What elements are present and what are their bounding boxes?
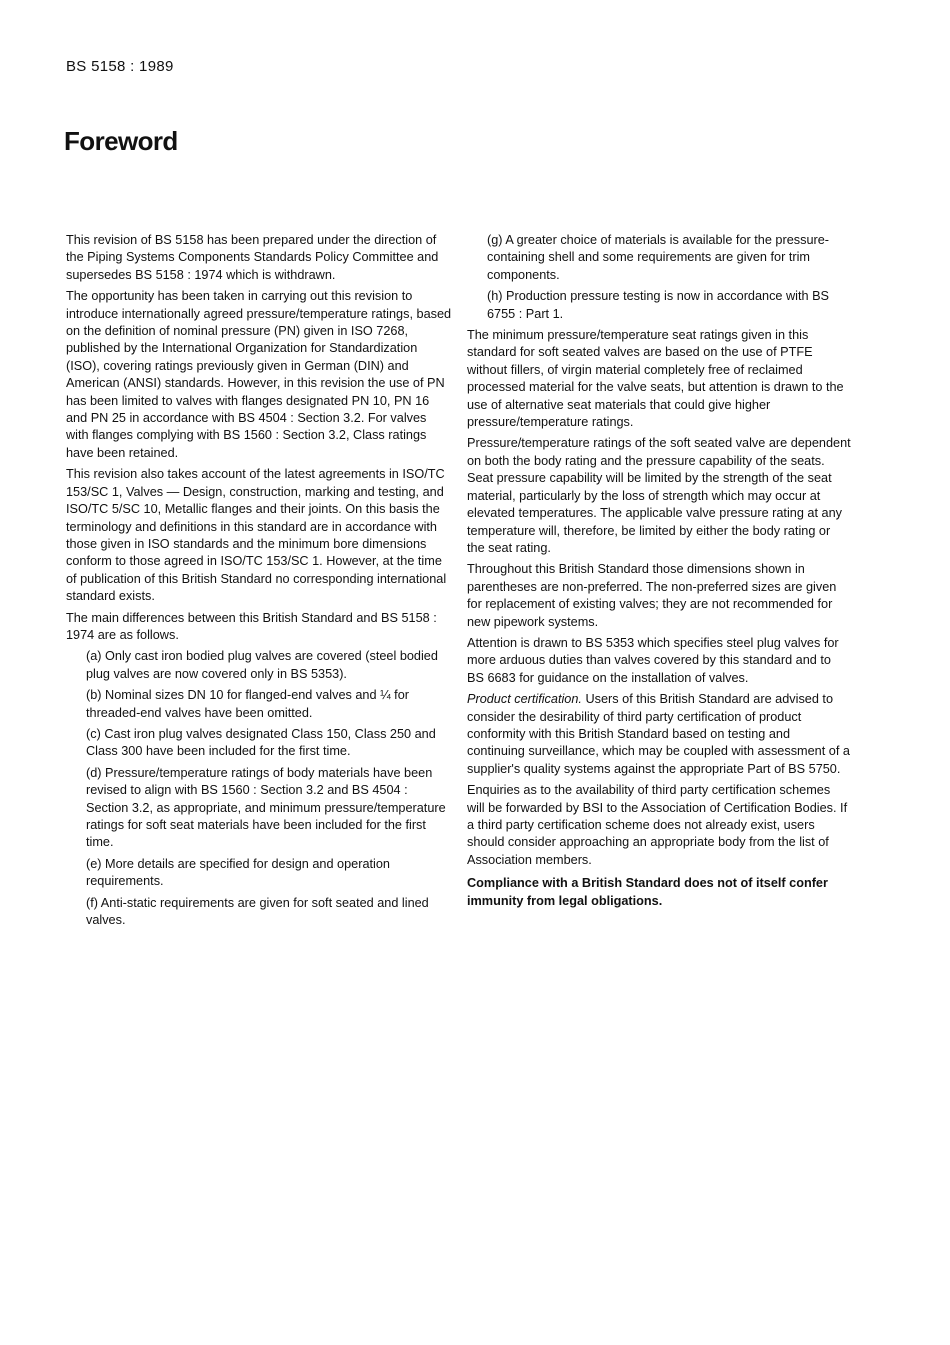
paragraph-pressure-ratings: Pressure/temperature ratings of the soft seated valve are dependent on both the body rating and the pressure capability of the seats. Seat pressure capability will be limited by the strength of the seat material, particularly by the loss of strength which may occur at elevated temperatures. The applicable valve pressure rating at any temperature will, therefore, be limited by either the body rating or the seat rating. [467, 436, 851, 555]
paragraph-attention: Attention is drawn to BS 5353 which specifies steel plug valves for more arduous duties than valves covered by this standard and to BS 6683 for guidance on the installation of valves. [467, 635, 839, 685]
left-column [66, 232, 452, 933]
paragraph-opportunity: The opportunity has been taken in carrying out this revision to introduce internationally agreed pressure/temperature ratings, based on the definition of nominal pressure (PN) given in ISO 7268, published by the International Organization for Standardization (ISO), covering ratings previously given in German (DIN) and American (ANSI) standards. However, in this revision the use of PN has been limited to valves with flanges designated PN 10, PN 16 and PN 25 in accordance with BS 4504 : Section 3.2. For valves with flanges complying with BS 1560 : Section 3.2, Class ratings have been retained. [66, 289, 452, 460]
list-item-f: (f) Anti-static requirements are given for soft seated and lined valves. [86, 895, 429, 928]
right-column [467, 232, 851, 914]
list-item-c: (c) Cast iron plug valves designated Class 150, Class 250 and Class 300 have been included for the first time. [86, 726, 436, 759]
list-item-a: (a) Only cast iron bodied plug valves are covered (steel bodied plug valves are now covered only in BS 5353). [86, 649, 438, 681]
paragraph-enquiries: Enquiries as to the availability of third party certification schemes will be forwarded by BSI to the Association of Certification Bodies. If a third party certification scheme does not already exist, users should consider approaching an appropriate body from the list of Association members. [467, 783, 848, 867]
product-certification-label: Product certification. [467, 692, 582, 707]
paragraph-agreements: This revision also takes account of the latest agreements in ISO/TC 153/SC 1, Valves — Design, construction, marking and testing, and ISO/TC 5/SC 10, Metallic flanges and their joints. On this basis the terminology and definitions in this standard are in accordance with those given in ISO standards and the minimum bore dimensions conform to those agreed in ISO/TC 153/SC 1. However, at the time of publication of this British Standard no corresponding international standard exists. [66, 467, 447, 604]
product-certification-text: Users of this British Standard are advised to consider the desirability of third party certification of product conformity with this British Standard based on testing and continuing surveillance, which may be coupled with assessment of a supplier's quality systems against the appropriate Part of BS 5750. [467, 692, 850, 776]
page-title: Foreword [64, 126, 178, 156]
list-item-e: (e) More details are specified for design and operation requirements. [86, 856, 390, 889]
paragraph-product-certification [467, 691, 851, 778]
paragraph-differences: The main differences between this British Standard and BS 5158 : 1974 are as follows. [66, 610, 437, 642]
list-item-b: (b) Nominal sizes DN 10 for flanged-end valves and ¼ for threaded-end valves have been omitted. [86, 688, 409, 720]
paragraph-revision: This revision of BS 5158 has been prepared under the direction of the Piping Systems Components Standards Policy Committee and supersedes BS 5158 : 1974 which is withdrawn. [66, 233, 439, 282]
list-item-d: (d) Pressure/temperature ratings of body materials have been revised to align with BS 1560 : Section 3.2 and BS 4504 : Section 3.2, as appropriate, and minimum pressure/temperature ratings for soft seat materials have been included for the first time. [86, 765, 446, 850]
list-item-h: (h) Production pressure testing is now in accordance with BS 6755 : Part 1. [487, 289, 830, 321]
document-id: BS 5158 : 1989 [66, 58, 174, 75]
compliance-notice: Compliance with a British Standard does not of itself confer immunity from legal obligations. [467, 876, 828, 908]
list-item-g: (g) A greater choice of materials is available for the pressure-containing shell and some requirements are given for trim components. [487, 233, 830, 282]
paragraph-dimensions: Throughout this British Standard those dimensions shown in parentheses are non-preferred. The non-preferred sizes are given for replacement of existing valves; they are not recommended for new pipework systems. [467, 562, 837, 629]
paragraph-seat-ratings: The minimum pressure/temperature seat ratings given in this standard for soft seated valves are based on the use of PTFE without fillers, of virgin material completely free of reclaimed processed material for the valve seats, but attention is drawn to the use of alternative seat materials that could give higher pressure/temperature ratings. [467, 328, 844, 430]
